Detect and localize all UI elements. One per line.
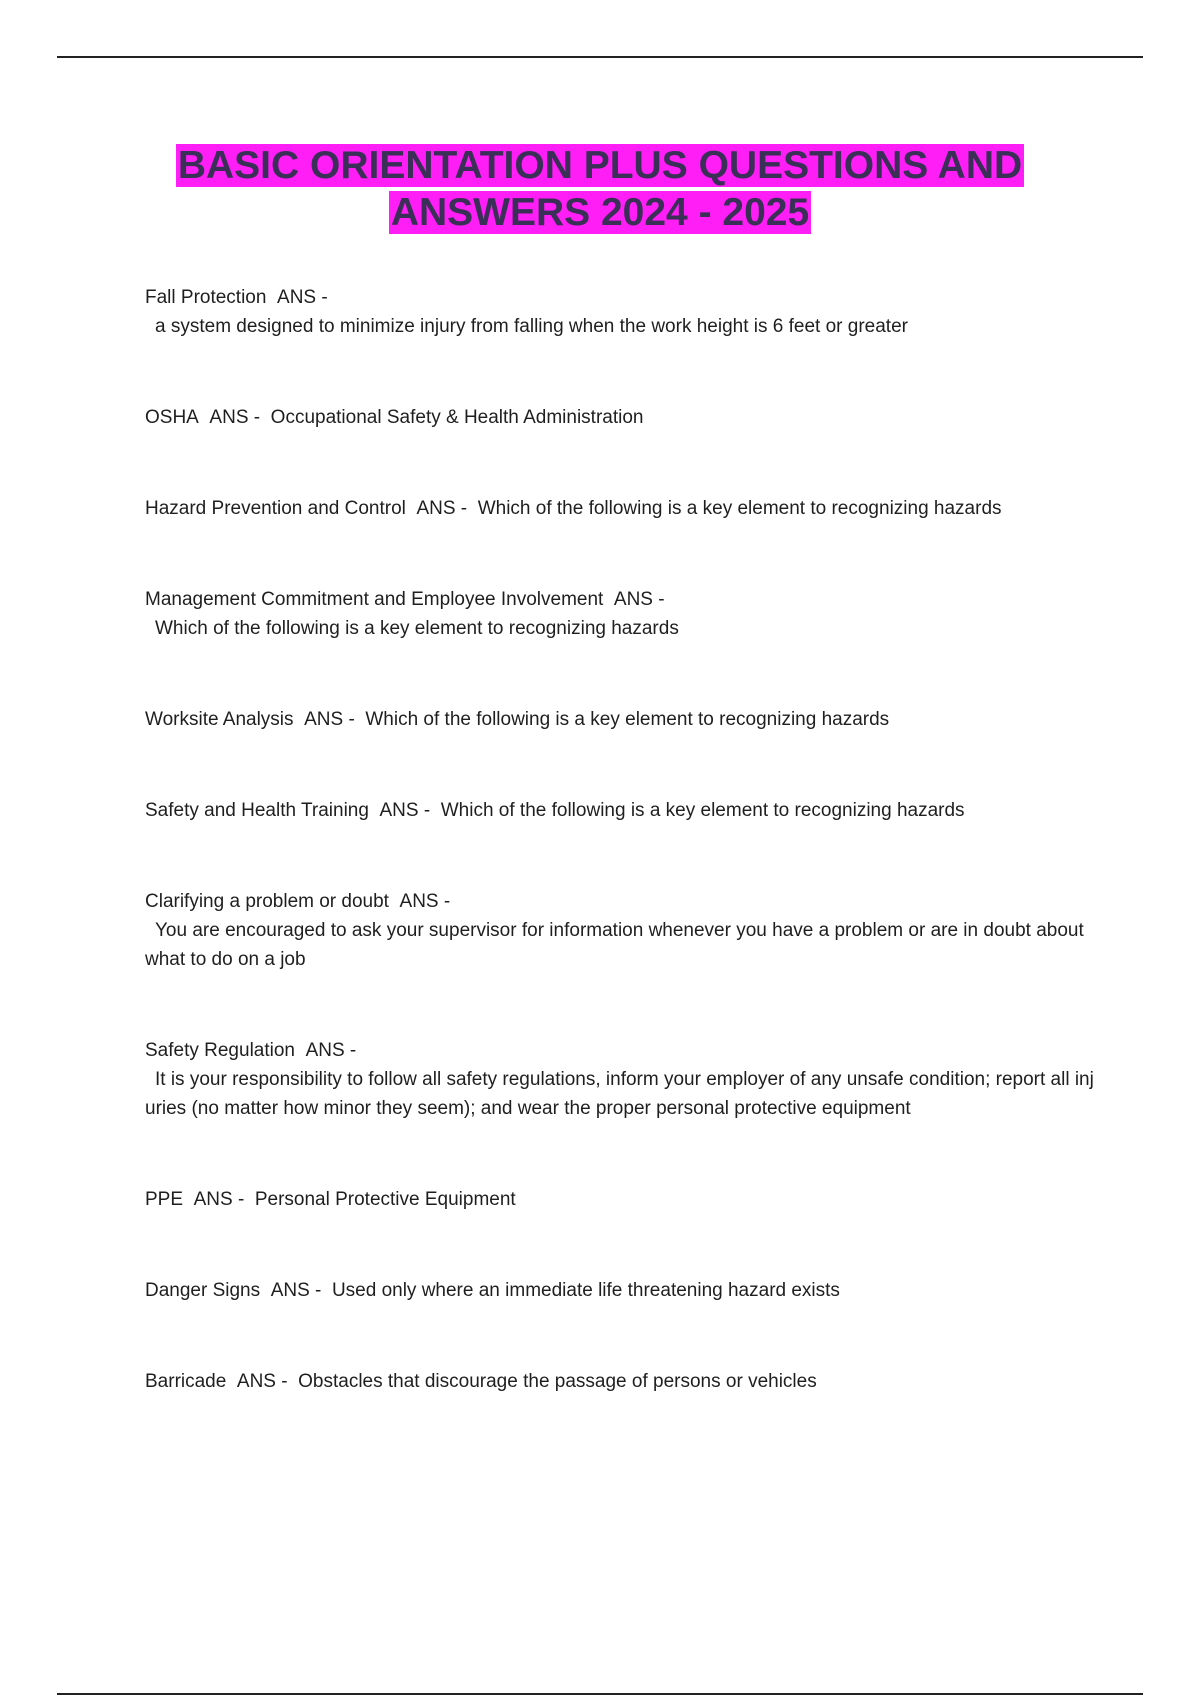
qa-item [145, 1185, 1095, 1214]
qa-marker: ANS - [277, 287, 328, 308]
qa-item [145, 1036, 1095, 1123]
qa-answer: Which of the following is a key element to recognizing hazards [440, 800, 965, 821]
qa-answer: Obstacles that discourage the passage of persons or vehicles [298, 1371, 817, 1392]
qa-marker: ANS - [236, 1371, 288, 1392]
qa-marker: ANS - [613, 589, 665, 610]
bottom-divider [57, 1693, 1143, 1695]
qa-term: Barricade [145, 1371, 227, 1392]
qa-answer: a system designed to minimize injury from falling when the work height is 6 feet or greater [155, 316, 908, 337]
top-divider [57, 56, 1143, 58]
qa-item [145, 796, 1095, 825]
qa-term: Management Commitment and Employee Involvement [145, 589, 604, 610]
qa-marker: ANS - [304, 709, 355, 730]
qa-answer: Occupational Safety & Health Administration [270, 407, 644, 428]
qa-term: Clarifying a problem or doubt [145, 891, 389, 912]
qa-marker: ANS - [193, 1189, 245, 1210]
qa-answer: Which of the following is a key element to recognizing hazards [477, 498, 1002, 519]
qa-term: Safety and Health Training [145, 800, 369, 821]
qa-marker: ANS - [270, 1280, 322, 1301]
qa-term: Fall Protection [145, 287, 267, 308]
qa-item [145, 283, 1095, 341]
qa-term: Worksite Analysis [145, 709, 294, 730]
qa-term: Safety Regulation [145, 1040, 295, 1061]
qa-marker: ANS - [399, 891, 451, 912]
qa-term: Hazard Prevention and Control [145, 498, 406, 519]
qa-item [145, 705, 1095, 734]
qa-marker: ANS - [416, 498, 468, 519]
qa-answer: Personal Protective Equipment [254, 1189, 516, 1210]
qa-item [145, 585, 1095, 643]
page-title [0, 142, 1200, 236]
title-line-2: ANSWERS 2024 - 2025 [390, 191, 810, 234]
qa-term: Danger Signs [145, 1280, 261, 1301]
qa-item [145, 887, 1095, 974]
qa-term: PPE [145, 1189, 184, 1210]
qa-answer: Used only where an immediate life threatening hazard exists [331, 1280, 840, 1301]
qa-marker: ANS - [379, 800, 431, 821]
qa-item [145, 403, 1095, 432]
qa-item [145, 1367, 1095, 1396]
qa-answer: Which of the following is a key element to recognizing hazards [365, 709, 890, 730]
qa-list [145, 283, 1095, 1458]
qa-marker: ANS - [209, 407, 261, 428]
qa-item [145, 1276, 1095, 1305]
qa-item [145, 494, 1095, 523]
qa-answer: It is your responsibility to follow all safety regulations, inform your employer of any unsafe condition; report all injuries (no matter how minor they seem); and wear the proper personal protective equipment [145, 1069, 1094, 1119]
qa-answer: Which of the following is a key element to recognizing hazards [155, 618, 679, 639]
qa-term: OSHA [145, 407, 199, 428]
qa-marker: ANS - [305, 1040, 357, 1061]
title-line-1: BASIC ORIENTATION PLUS QUESTIONS AND [177, 144, 1023, 187]
qa-answer: You are encouraged to ask your supervisor for information whenever you have a problem or are in doubt about what to do on a job [145, 920, 1084, 970]
